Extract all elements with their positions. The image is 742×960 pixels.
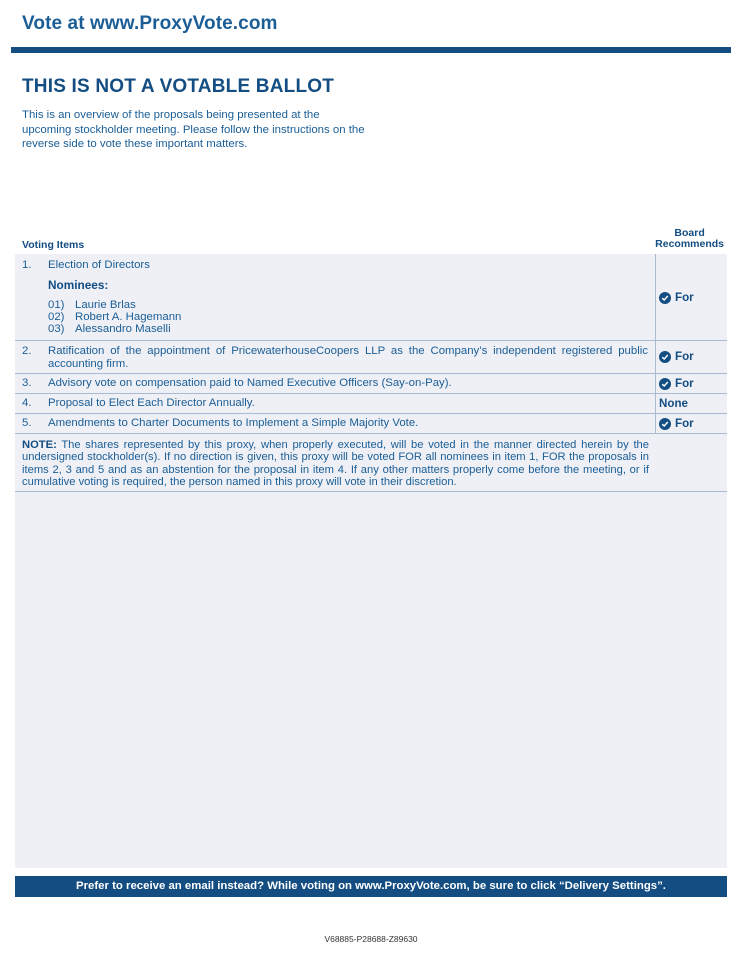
item-text: Advisory vote on compensation paid to Named Executive Officers (Say-on-Pay). bbox=[48, 377, 452, 389]
recommendation-text: For bbox=[675, 291, 694, 304]
checkmark-icon bbox=[659, 351, 671, 363]
nominee-number: 03) bbox=[48, 323, 65, 335]
board-header-line2: Recommends bbox=[655, 238, 724, 250]
checkmark-icon bbox=[659, 418, 671, 430]
header-divider bbox=[11, 47, 731, 53]
recommendation bbox=[659, 291, 694, 304]
nominees-label: Nominees: bbox=[48, 278, 109, 292]
board-header-line1: Board bbox=[674, 227, 705, 239]
item-number: 3. bbox=[22, 377, 32, 389]
recommendation bbox=[659, 350, 694, 363]
item-number: 1. bbox=[22, 259, 32, 271]
item-text: Ratification of the appointment of PricewaterhouseCoopers LLP as the Company’s independent registered public accounting firm. bbox=[48, 345, 648, 370]
recommendation-text: None bbox=[659, 397, 688, 410]
item-text: Proposal to Elect Each Director Annually. bbox=[48, 397, 255, 409]
nominee bbox=[48, 311, 181, 323]
email-delivery-banner: Prefer to receive an email instead? While voting on www.ProxyVote.com, be sure to click “Delivery Settings”. bbox=[15, 876, 727, 897]
item-text: Amendments to Charter Documents to Implement a Simple Majority Vote. bbox=[48, 417, 419, 429]
recommendation-text: For bbox=[675, 350, 694, 363]
nominee-number: 01) bbox=[48, 299, 65, 311]
nominee-name: Alessandro Maselli bbox=[75, 323, 171, 335]
proxyvote-link[interactable]: Vote at www.ProxyVote.com bbox=[22, 13, 278, 34]
item-number: 4. bbox=[22, 397, 32, 409]
item-text: Election of Directors bbox=[48, 259, 150, 271]
board-recommends-header bbox=[655, 228, 724, 250]
intro-text: This is an overview of the proposals being presented at the upcoming stockholder meeting. Please follow the instructions on the reverse side to vote these important matters. bbox=[22, 109, 365, 150]
nominee bbox=[48, 323, 171, 335]
column-divider bbox=[655, 254, 656, 433]
checkmark-icon bbox=[659, 378, 671, 390]
nominee-number: 02) bbox=[48, 311, 65, 323]
recommendation-text: For bbox=[675, 417, 694, 430]
row-divider bbox=[15, 491, 727, 492]
recommendation bbox=[659, 377, 694, 390]
row-divider bbox=[15, 413, 727, 414]
recommendation-text: For bbox=[675, 377, 694, 390]
recommendation bbox=[659, 397, 688, 410]
item-number: 5. bbox=[22, 417, 32, 429]
note-label: NOTE: bbox=[22, 439, 57, 451]
note-text bbox=[22, 439, 649, 489]
recommendation bbox=[659, 417, 694, 430]
nominee-name: Laurie Brlas bbox=[75, 299, 136, 311]
row-divider bbox=[15, 433, 727, 434]
item-number: 2. bbox=[22, 345, 32, 357]
note-body: The shares represented by this proxy, when properly executed, will be voted in the manner directed herein by the undersigned stockholder(s). If no direction is given, this proxy will be voted FOR all nominees in item 1, FOR the proposals in items 2, 3 and 5 and as an abstention for the proposal in item 4. If any other matters properly come before the meeting, or if cumulative voting is required, the person named in this proxy will vote in their discretion. bbox=[22, 439, 649, 489]
checkmark-icon bbox=[659, 292, 671, 304]
document-code: V68885-P28688-Z89630 bbox=[324, 934, 418, 944]
row-divider bbox=[15, 373, 727, 374]
nominee bbox=[48, 299, 136, 311]
page-title: THIS IS NOT A VOTABLE BALLOT bbox=[22, 76, 335, 97]
row-divider bbox=[15, 340, 727, 341]
voting-items-header: Voting Items bbox=[22, 239, 85, 251]
row-divider bbox=[15, 393, 727, 394]
nominee-name: Robert A. Hagemann bbox=[75, 311, 182, 323]
